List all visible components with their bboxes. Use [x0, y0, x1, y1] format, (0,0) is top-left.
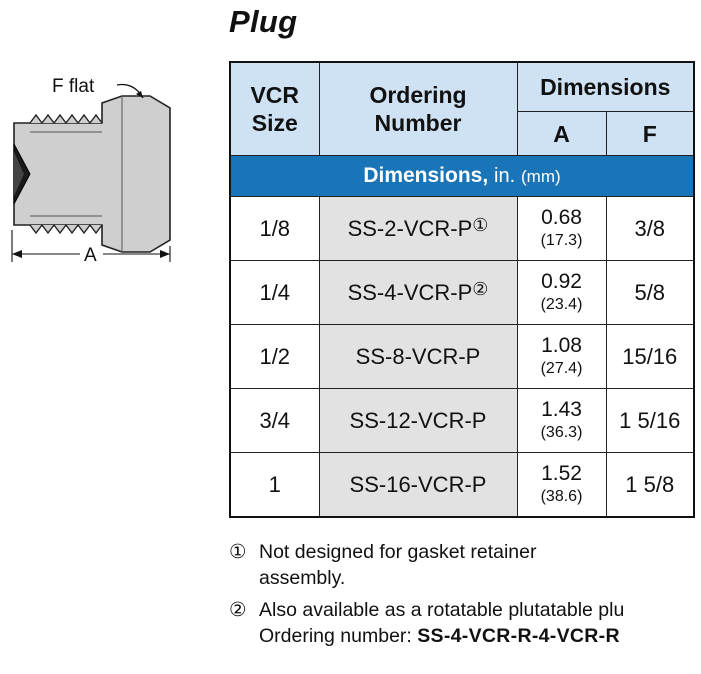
- cell-size: 1/4: [230, 261, 319, 325]
- footnote-2-ordering-number: SS-4-VCR-R-4-VCR-R: [417, 625, 620, 647]
- header-dimensions: Dimensions: [517, 62, 694, 112]
- dimensions-table: [229, 61, 695, 518]
- cell-size: 1: [230, 453, 319, 518]
- footnote-1: ① Not designed for gasket retainer assembly.: [229, 541, 537, 589]
- cell-size: 1/8: [230, 197, 319, 261]
- cell-f: 3/8: [606, 197, 694, 261]
- thread-top: [30, 115, 102, 123]
- header-vcr-size: VCR Size: [230, 62, 319, 156]
- plug-drawing: [0, 60, 200, 280]
- table-row: [230, 389, 694, 453]
- cell-a: 1.43 (36.3): [517, 389, 606, 453]
- cell-a: 1.52 (38.6): [517, 453, 606, 518]
- cell-f: 5/8: [606, 261, 694, 325]
- table-row: [230, 453, 694, 518]
- cell-f: 1 5/16: [606, 389, 694, 453]
- footnote-2-mark: ②: [229, 599, 247, 621]
- header-a: A: [517, 112, 606, 156]
- cell-size: 1/2: [230, 325, 319, 389]
- units-band: Dimensions, in. (mm): [230, 156, 694, 197]
- table-row: [230, 197, 694, 261]
- cell-a: 1.08 (27.4): [517, 325, 606, 389]
- header-f: F: [606, 112, 694, 156]
- label-a: A: [84, 245, 97, 266]
- cell-ordering: SS-12-VCR-P: [319, 389, 517, 453]
- cell-ordering: SS-4-VCR-P②: [319, 261, 517, 325]
- footnote-2: ② Also available as a rotatable plutatable plu Ordering number: SS-4-VCR-R-4-VCR-R: [229, 599, 625, 647]
- cell-ordering: SS-8-VCR-P: [319, 325, 517, 389]
- label-f-flat: F flat: [52, 76, 95, 97]
- table-row: [230, 325, 694, 389]
- cell-size: 3/4: [230, 389, 319, 453]
- cell-f: 1 5/8: [606, 453, 694, 518]
- page-title: Plug: [229, 4, 298, 39]
- thread-bottom: [30, 225, 102, 233]
- cell-f: 15/16: [606, 325, 694, 389]
- table-row: [230, 261, 694, 325]
- header-ordering-number: Ordering Number: [319, 62, 517, 156]
- cell-ordering: SS-2-VCR-P①: [319, 197, 517, 261]
- footnote-1-mark: ①: [229, 541, 247, 563]
- cell-a: 0.92 (23.4): [517, 261, 606, 325]
- cell-a: 0.68 (17.3): [517, 197, 606, 261]
- cell-ordering: SS-16-VCR-P: [319, 453, 517, 518]
